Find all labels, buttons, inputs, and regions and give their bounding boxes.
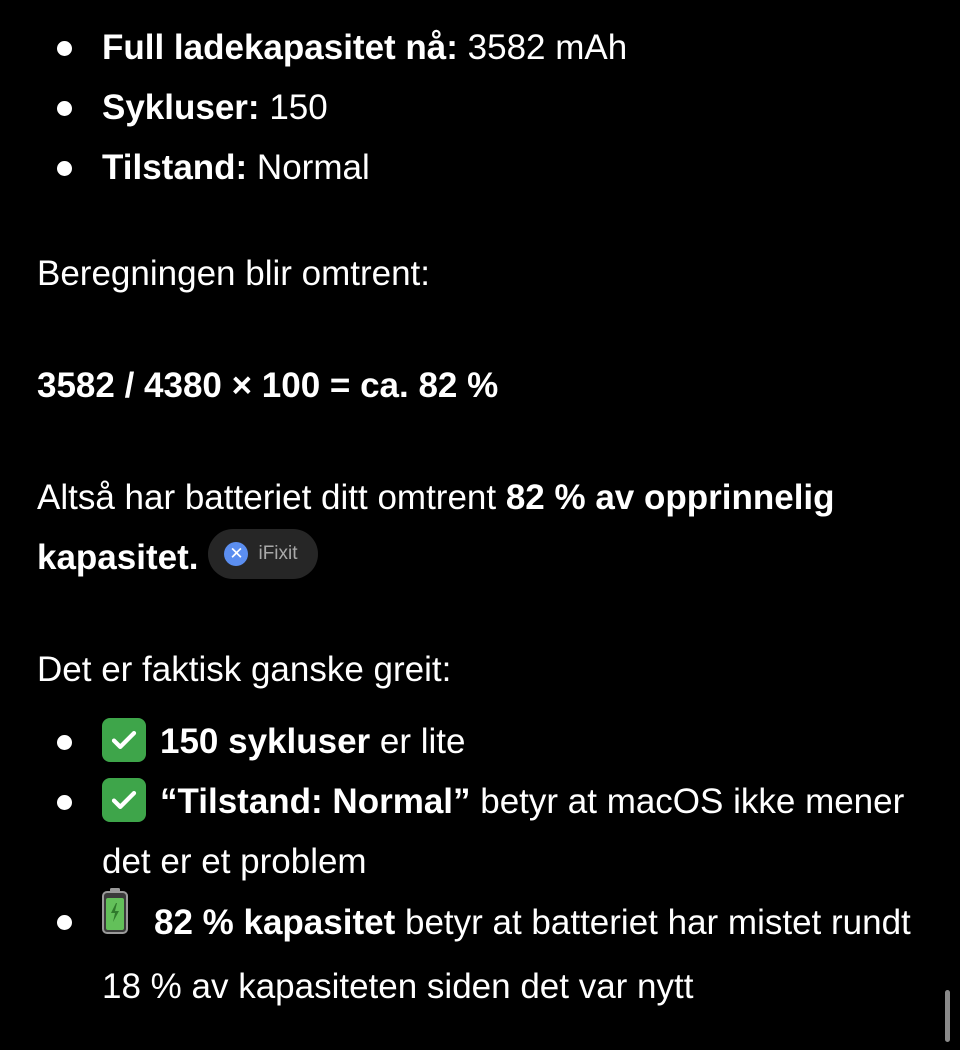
scrollbar[interactable] <box>945 990 950 1042</box>
bullet <box>57 735 72 750</box>
source-chip-ifixit[interactable] <box>208 529 317 579</box>
close-circle-icon: ✕ <box>224 542 248 566</box>
point-text: betyr at macOS ikke mener det er et problem <box>102 782 905 881</box>
bullet <box>57 915 72 930</box>
battery-icon <box>102 888 128 953</box>
list-item <box>37 78 927 138</box>
point-text: er lite <box>370 722 466 761</box>
summary-period: . <box>188 538 199 577</box>
list-item <box>37 712 927 772</box>
formula-text: 3582 / 4380 × 100 = ca. 82 % <box>37 366 499 405</box>
source-chip-label: iFixit <box>258 543 298 565</box>
bullet <box>57 795 72 810</box>
spec-value: 3582 mAh <box>457 28 628 67</box>
assessment-list <box>37 712 927 1017</box>
list-item <box>37 892 927 1017</box>
summary-bold: 82 % av opprinnelig kapasitet <box>37 478 835 577</box>
bullet <box>57 161 72 176</box>
summary-paragraph <box>37 468 927 588</box>
formula <box>37 356 927 416</box>
spec-label: Full ladekapasitet nå: <box>102 28 458 67</box>
point-bold: 82 % kapasitet <box>154 902 396 942</box>
list-item <box>37 138 927 198</box>
calc-intro: Beregningen blir omtrent: <box>37 254 430 293</box>
spec-label: Tilstand: <box>102 148 248 187</box>
bullet <box>57 101 72 116</box>
assessment-intro: Det er faktisk ganske greit: <box>37 650 452 689</box>
point-text: betyr at batteriet har mistet rundt 18 % av kapasiteten siden det var nytt <box>102 902 911 1006</box>
point-bold: “Tilstand: Normal” <box>160 782 471 821</box>
bullet <box>57 41 72 56</box>
check-icon <box>102 778 146 822</box>
list-item <box>37 772 927 892</box>
spec-value: Normal <box>247 148 370 187</box>
battery-spec-list <box>37 18 927 198</box>
spec-label: Sykluser: <box>102 88 260 127</box>
spec-value: 150 <box>259 88 328 127</box>
check-icon <box>102 718 146 762</box>
summary-text: Altså har batteriet ditt omtrent <box>37 478 506 517</box>
point-bold: 150 sykluser <box>160 722 371 761</box>
chat-message <box>37 18 927 1017</box>
list-item <box>37 18 927 78</box>
